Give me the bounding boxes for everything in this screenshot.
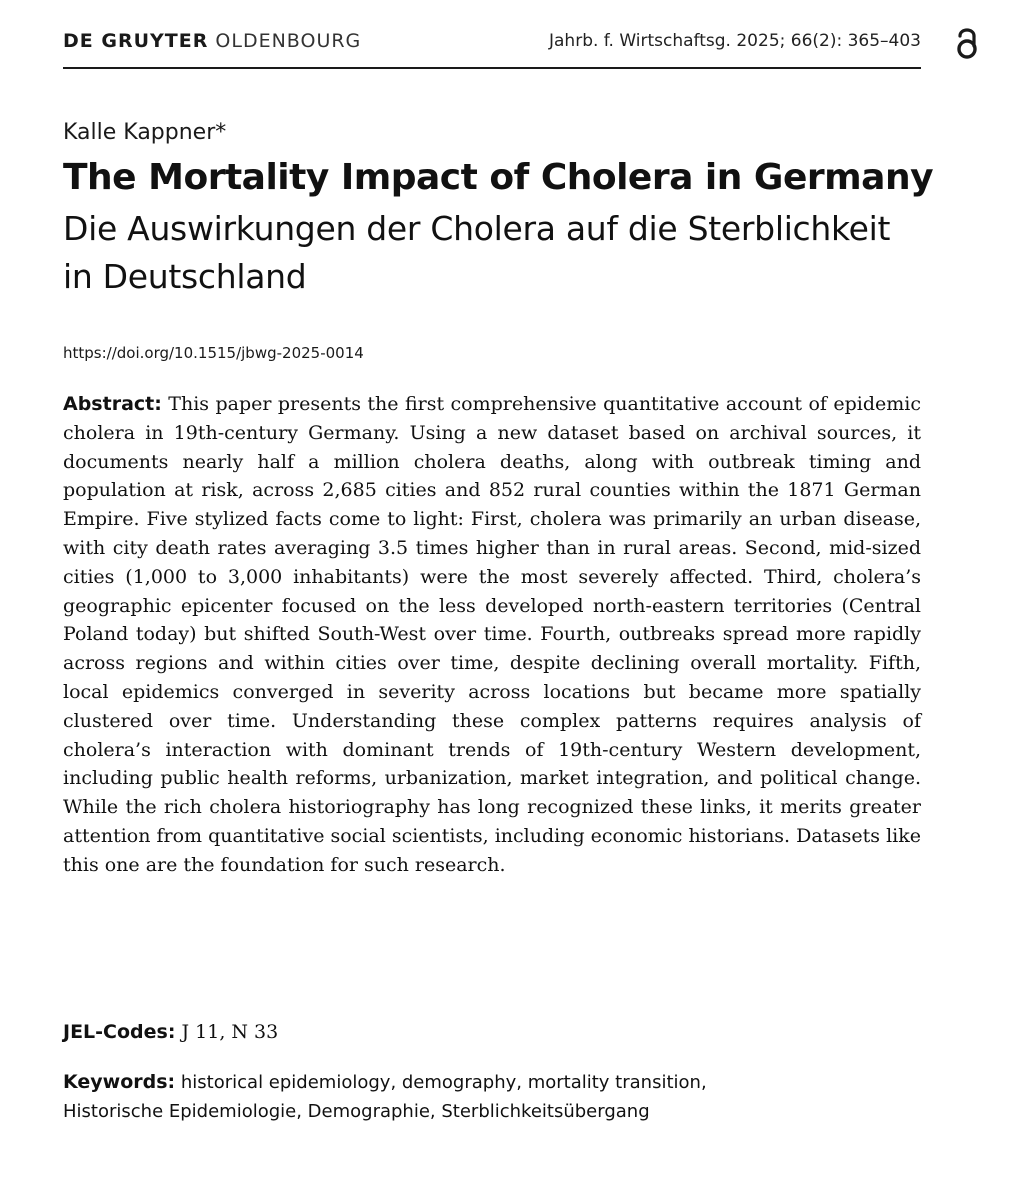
author-name: Kalle Kappner* bbox=[63, 120, 227, 145]
jel-codes bbox=[63, 1018, 921, 1046]
open-access-icon bbox=[955, 24, 979, 62]
keywords-line-1 bbox=[63, 1068, 921, 1097]
keywords-text-1: historical epidemiology, demography, mortality transition, bbox=[180, 1072, 707, 1093]
keywords bbox=[63, 1068, 921, 1126]
header-divider bbox=[63, 67, 921, 69]
keywords-text-2: Historische Epidemiologie, Demographie, Sterblichkeitsübergang bbox=[63, 1101, 650, 1122]
article-title-german: Die Auswirkungen der Cholera auf die Sterblichkeit in Deutschland bbox=[63, 209, 891, 296]
keywords-label: Keywords: bbox=[63, 1071, 176, 1093]
abstract-text: This paper presents the first comprehensive quantitative account of epidemic cholera in 19th-century Germany. Using a new dataset based on archival sources, it documents nearly half a million cholera deaths, along with outbreak timing and population at risk, across 2,685 cities and 852 rural counties within the 1871 German Empire. Five stylized facts come to light: First, cholera was primarily an urban disease, with city death rates averaging 3.5 times higher than in rural areas. Second, mid-sized cities (1,000 to 3,000 inhabitants) were the most severely affected. Third, cholera’s geographic epicenter focused on the less developed north-eastern territories (Central Poland today) but shifted South-West over time. Fourth, outbreaks spread more rapidly across regions and within cities over time, despite declining overall mortality. Fifth, local epidemics converged in severity across locations but became more spatially clustered over time. Understanding these complex patterns requires analysis of cholera’s interaction with dominant trends of 19th-century Western development, including public health reforms, urbanization, market integration, and political change. While the rich cholera historiography has long recognized these links, it merits greater attention from quantitative social scientists, including economic historians. Datasets like this one are the foundation for such research. bbox=[63, 393, 921, 876]
publisher-name: DE GRUYTER bbox=[63, 30, 209, 52]
abstract-label: Abstract: bbox=[63, 393, 162, 415]
publisher-logo bbox=[63, 30, 361, 52]
article-title: The Mortality Impact of Cholera in Germany bbox=[63, 157, 934, 198]
publisher-imprint: OLDENBOURG bbox=[215, 30, 362, 52]
jel-value: J 11, N 33 bbox=[181, 1021, 279, 1043]
jel-label: JEL-Codes: bbox=[63, 1021, 176, 1043]
doi-link[interactable]: https://doi.org/10.1515/jbwg-2025-0014 bbox=[63, 344, 364, 362]
abstract bbox=[63, 390, 921, 880]
journal-citation: Jahrb. f. Wirtschaftsg. 2025; 66(2): 365–403 bbox=[549, 31, 921, 51]
page-header bbox=[63, 30, 921, 54]
